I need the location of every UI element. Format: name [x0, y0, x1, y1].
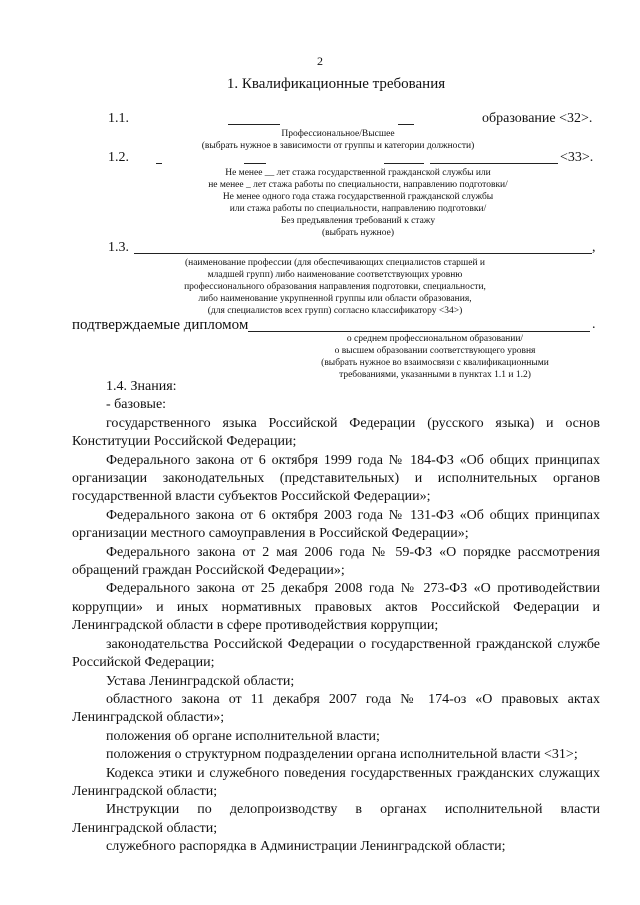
note-line: Без предъявления требований к стажу — [280, 216, 436, 226]
knowledge-paragraph: положения о структурном подразделении органа исполнительной власти <31>; — [106, 747, 578, 763]
diploma-label: подтверждаемые дипломом — [72, 317, 249, 333]
knowledge-paragraph: Инструкции по делопроизводству в органах исполнительной власти Ленинградской области; — [72, 802, 600, 836]
note-line: Не менее одного года стажа государственной гражданской службы — [222, 192, 494, 202]
diploma-tail: . — [592, 317, 596, 332]
item-1-3-note — [150, 257, 520, 317]
knowledge-paragraph: положения об органе исполнительной власти; — [106, 728, 380, 744]
blank-line — [384, 163, 424, 164]
note-line: Не менее __ лет стажа государственной гражданской службы или — [225, 168, 491, 178]
note-line: (наименование профессии (для обеспечивающих специалистов старшей и — [184, 258, 486, 268]
diploma-note — [270, 333, 600, 381]
knowledge-subheading: - базовые: — [106, 397, 167, 413]
note-line: либо наименование укрупненной группы или области образования, — [198, 294, 472, 304]
knowledge-paragraph: областного закона от 11 декабря 2007 года № 174-оз «О правовых актах Ленинградской области»; — [72, 691, 600, 726]
knowledge-paragraph: Федерального закона от 6 октября 1999 года № 184-ФЗ «Об общих принципах организации законодательных (представительных) и исполнительных органов государственной власти субъектов Российской Федерации»; — [72, 452, 600, 505]
item-1-2-number: 1.2. — [108, 150, 129, 165]
note-line: (выбрать нужное) — [321, 228, 395, 238]
knowledge-paragraph: Федерального закона от 25 декабря 2008 года № 273-ФЗ «О противодействии коррупции» и иных нормативных правовых актов Российской Федерации и Ленинградской области в сфере противодействия коррупции; — [72, 581, 600, 634]
note-line: Профессиональное/Высшее — [281, 129, 395, 139]
knowledge-paragraph: Федерального закона от 6 октября 2003 года № 131-ФЗ «Об общих принципах организации местного самоуправления в Российской Федерации»; — [72, 507, 600, 542]
item-1-2-note — [150, 167, 566, 239]
note-line: (выбрать нужное в зависимости от группы и категории должности) — [201, 141, 475, 151]
item-1-2-tail: <33>. — [560, 150, 594, 165]
knowledge-paragraph: законодательства Российской Федерации о государственной гражданской службе Российской Федерации; — [72, 636, 600, 671]
blank-line — [244, 163, 266, 164]
item-1-1-note — [170, 128, 506, 152]
page-number: 2 — [317, 54, 323, 68]
knowledge-paragraph: Кодекса этики и служебного поведения государственных гражданских служащих Ленинградской области; — [72, 765, 600, 799]
note-line: не менее _ лет стажа работы по специальности, направлению подготовки/ — [208, 180, 508, 190]
note-line: профессионального образования направления подготовки, специальности, — [184, 282, 486, 292]
note-line: о среднем профессиональном образовании/ — [346, 334, 524, 344]
item-1-1-tail: образование <32>. — [482, 111, 593, 126]
blank-line — [228, 124, 280, 125]
note-line: младшей групп) либо наименование соответствующих уровню — [207, 270, 463, 280]
blank-line — [248, 331, 590, 332]
knowledge-paragraph: Устава Ленинградской области; — [106, 673, 295, 689]
section-title: 1. Квалификационные требования — [226, 76, 446, 92]
note-line: (для специалистов всех групп) согласно классификатору <34>) — [207, 306, 463, 316]
item-1-1-number: 1.1. — [108, 111, 129, 126]
note-line: или стажа работы по специальности, направлению подготовки/ — [229, 204, 487, 214]
note-line: (выбрать нужное во взаимосвязи с квалификационными — [321, 358, 549, 368]
blank-line — [398, 124, 414, 125]
item-1-3-tail: , — [592, 240, 596, 255]
item-1-3-number: 1.3. — [108, 240, 129, 255]
knowledge-paragraph: Федерального закона от 2 мая 2006 года № 59-ФЗ «О порядке рассмотрения обращений граждан Российской Федерации»; — [72, 544, 600, 579]
note-line: о высшем образовании соответствующего уровня — [334, 346, 536, 356]
blank-line — [156, 163, 162, 164]
knowledge-section — [72, 378, 600, 857]
knowledge-paragraph: служебного распорядка в Администрации Ленинградской области; — [106, 839, 506, 855]
blank-line — [430, 163, 558, 164]
knowledge-paragraph: государственного языка Российской Федерации (русского языка) и основ Конституции Российской Федерации; — [72, 415, 600, 450]
blank-line — [134, 253, 592, 254]
note-line: требованиями, указанными в пунктах 1.1 и 1.2) — [339, 370, 531, 380]
knowledge-heading: 1.4. Знания: — [106, 379, 177, 394]
